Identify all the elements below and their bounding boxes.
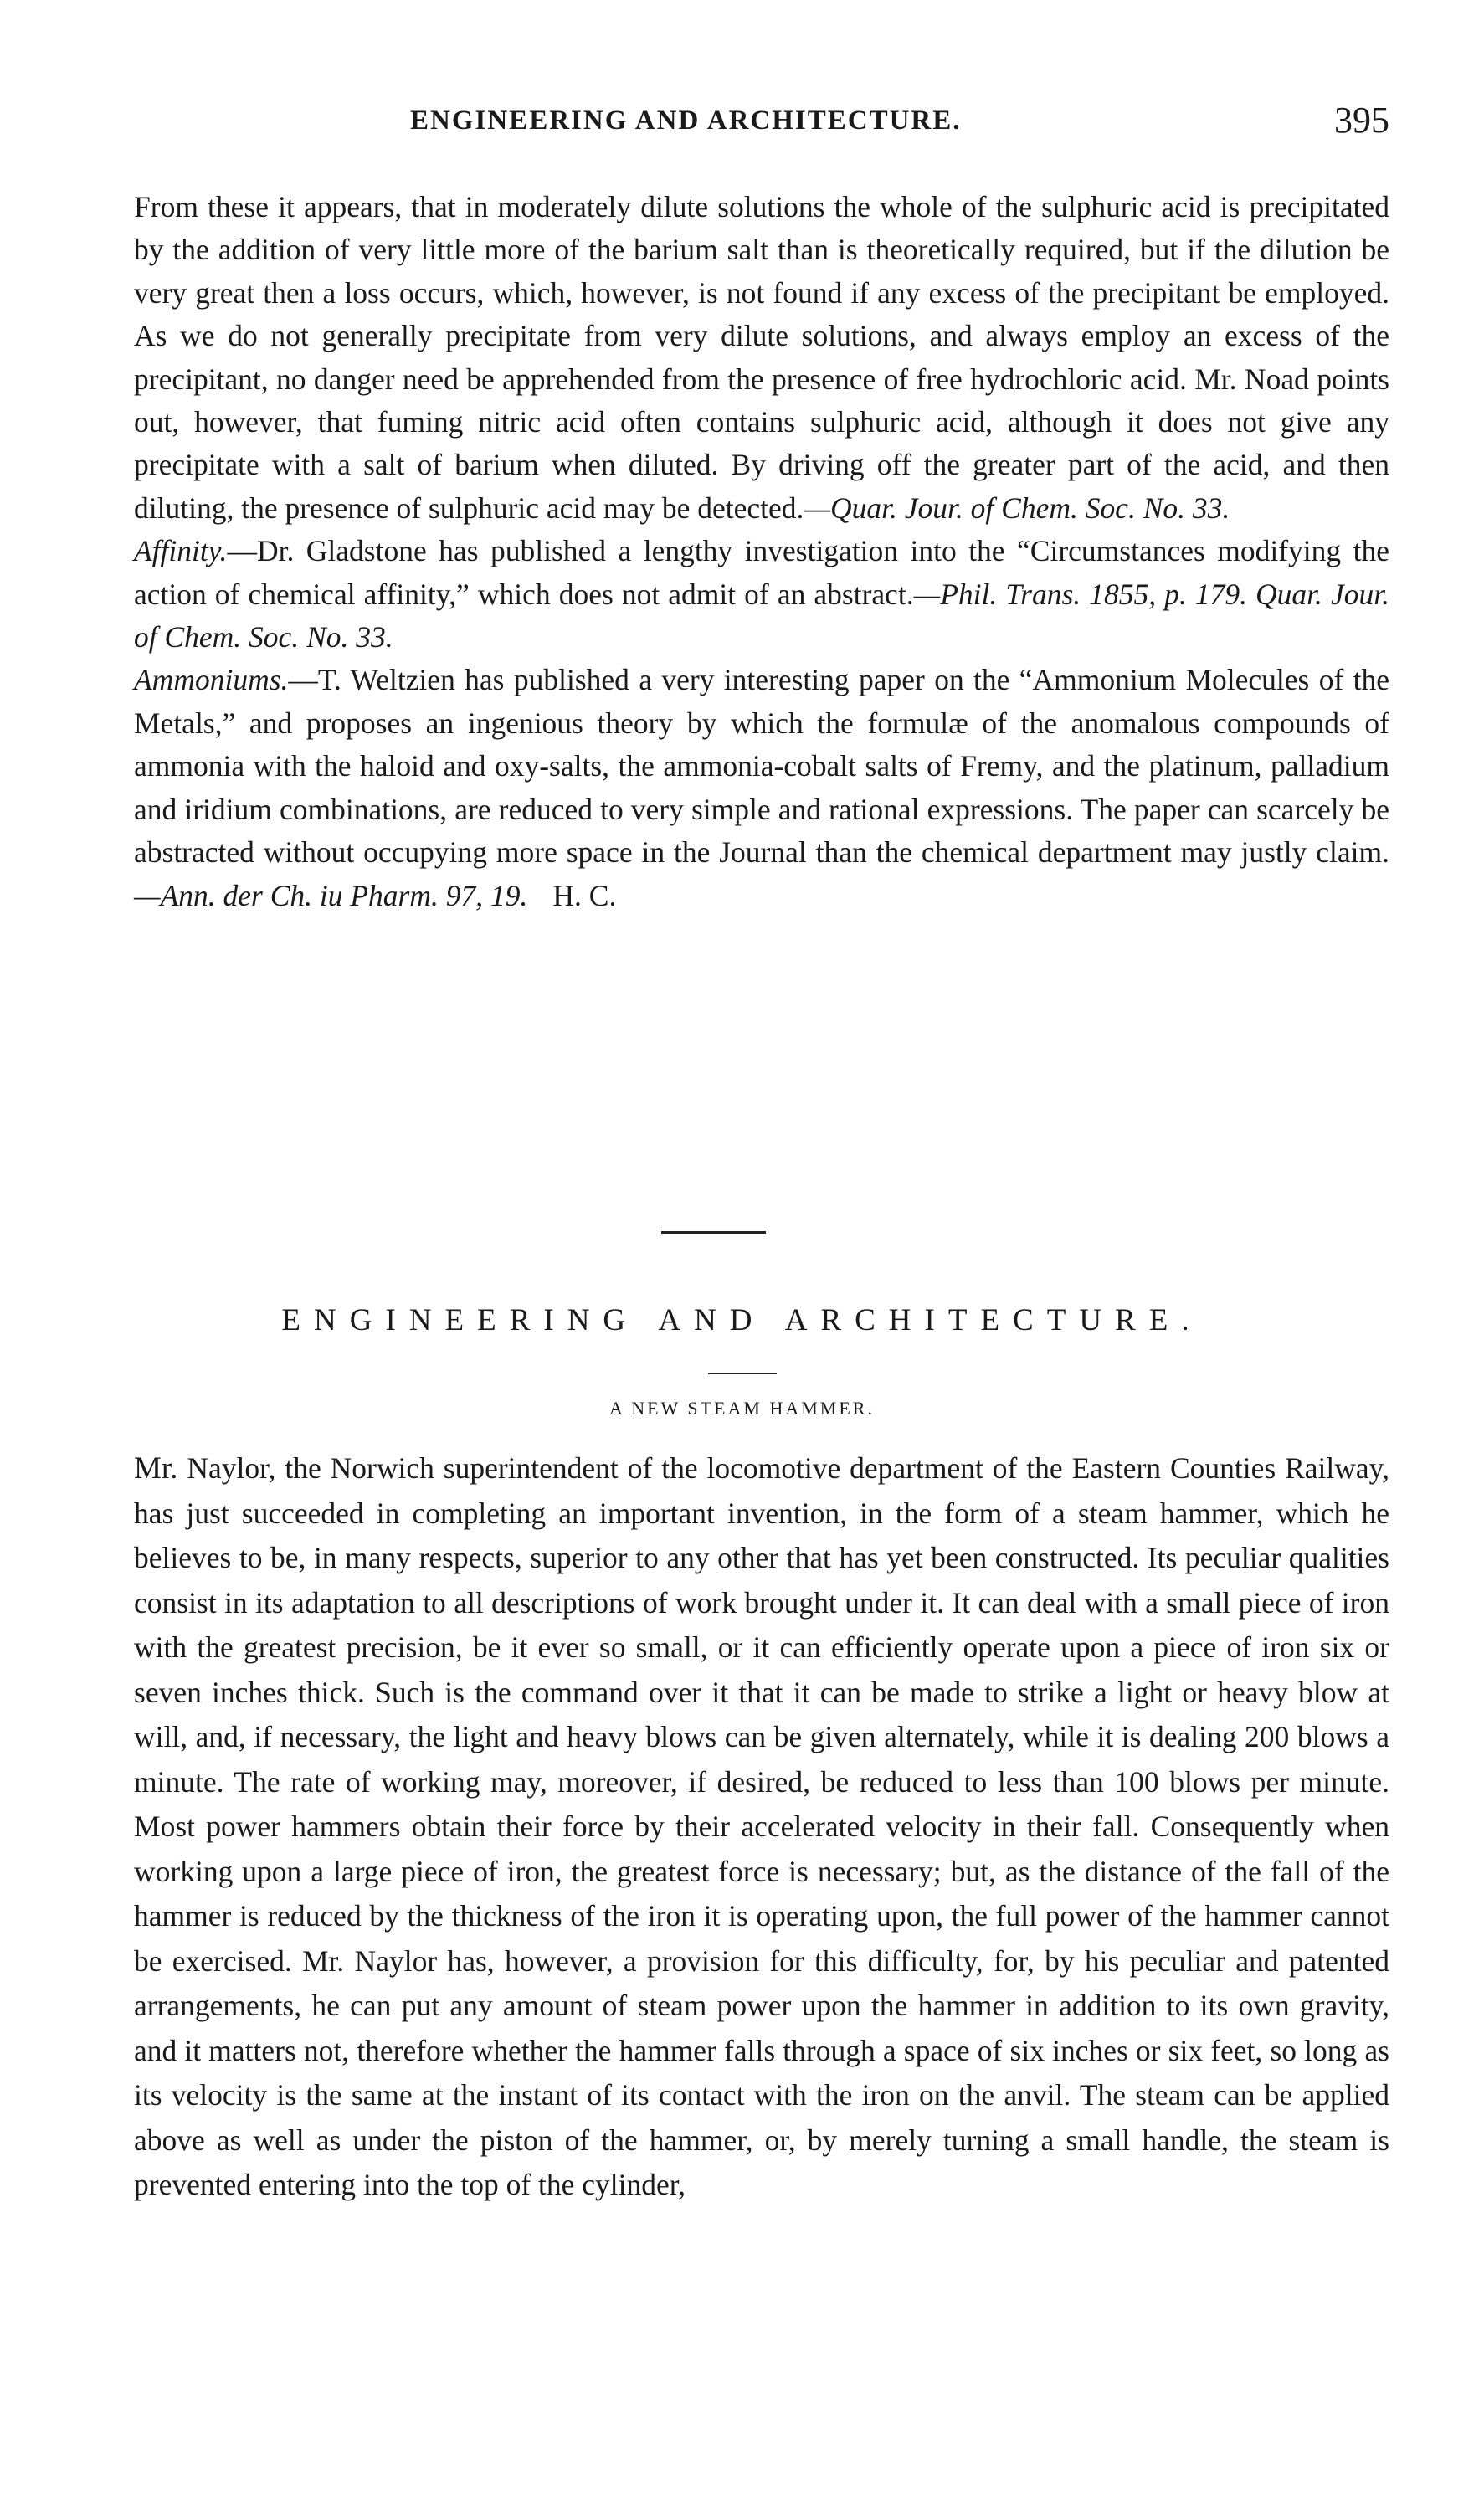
paragraph-text: From these it appears, that in moderately dilute solutions the whole of the sulphuric acid is precipitated by the addition of very little more of the barium salt than is theoretically required, but if the dilution be very great then a loss occurs, which, however, is not found if any excess of the precipitant be employed. As we do not generally precipitate from very dilute solutions, and always employ an excess of the precipitant, no danger need be apprehended from the presence of free hydrochloric acid. Mr. Noad points out, however, that fuming nitric acid often contains sulphuric acid, although it does not give any precipitate with a salt of barium when diluted. By driving off the greater part of the acid, and then diluting, the presence of sulphuric acid may be detected.: [134, 190, 1389, 525]
article-paragraph: [134, 1446, 1389, 2208]
section-divider-rule: [661, 1231, 766, 1234]
paragraph-sulphuric-acid: [134, 186, 1389, 530]
paragraph-lead: Affinity.: [134, 534, 228, 568]
title-underline-rule: [708, 1373, 777, 1374]
page-number: 395: [1334, 100, 1389, 141]
citation: —Phil. Trans. 1855, p. 179. Quar. Jour. of Chem. Soc. No. 33.: [134, 577, 1390, 655]
running-title: ENGINEERING AND ARCHITECTURE.: [410, 105, 962, 136]
article-body: [134, 1446, 1389, 2208]
chemistry-continuation: [134, 186, 1389, 917]
citation: —Ann. der Ch. iu Pharm. 97, 19.: [134, 878, 528, 912]
paragraph-affinity: [134, 530, 1389, 659]
section-title: ENGINEERING AND ARCHITECTURE.: [281, 1303, 1203, 1337]
paragraph-text: —Dr. Gladstone has published a lengthy investigation into the “Circumstances modifying the action of chemical affinity,” which does not admit of an abstract.: [134, 534, 1389, 611]
paragraph-lead: Ammoniums.: [134, 663, 289, 697]
author-initials: H. C.: [552, 878, 617, 912]
citation: —Quar. Jour. of Chem. Soc. No. 33.: [804, 490, 1230, 525]
article-text: Naylor, the Norwich superintendent of the locomotive department of the Eastern Counties Railway, has just succeeded in completing an important invention, in the form of a steam hammer, which he believes to be, in many respects, superior to any other that has yet been constructed. Its peculiar qualities consist in its adaptation to all descriptions of work brought under it. It can deal with a small piece of iron with the greatest precision, be it ever so small, or it can efficiently operate upon a piece of iron six or seven inches thick. Such is the command over it that it can be made to strike a light or heavy blow at will, and, if necessary, the light and heavy blows can be given alternately, while it is dealing 200 blows a minute. The rate of working may, moreover, if desired, be reduced to less than 100 blows per minute. Most power hammers obtain their force by their accelerated velocity in their fall. Consequently when working upon a large piece of iron, the greatest force is necessary; but, as the distance of the fall of the hammer is reduced by the thickness of the iron it is operating upon, the full power of the hammer cannot be exercised. Mr. Naylor has, however, a provision for this difficulty, for, by his peculiar and patented arrangements, he can put any amount of steam power upon the hammer in addition to its own gravity, and it matters not, therefore whether the hammer falls through a space of six inches or six feet, so long as its velocity is the same at the instant of its contact with the iron on the anvil. The steam can be applied above as well as under the piston of the hammer, or, by merely turning a small handle, the steam is prevented entering into the top of the cylinder,: [134, 1451, 1389, 2201]
running-header: [134, 99, 1389, 149]
article-title: A NEW STEAM HAMMER.: [609, 1398, 875, 1419]
paragraph-ammoniums: [134, 659, 1389, 916]
paragraph-text: —T. Weltzien has published a very interesting paper on the “Ammonium Molecules of the Metals,” and proposes an ingenious theory by which the formulæ of the anomalous compounds of ammonia with the haloid and oxy-salts, the ammonia-cobalt salts of Fremy, and the platinum, palladium and iridium combinations, are reduced to very simple and rational expressions. The paper can scarcely be abstracted without occupying more space in the Journal than the chemical department may justly claim.: [134, 663, 1389, 870]
article-first-word: Mr.: [134, 1451, 178, 1486]
